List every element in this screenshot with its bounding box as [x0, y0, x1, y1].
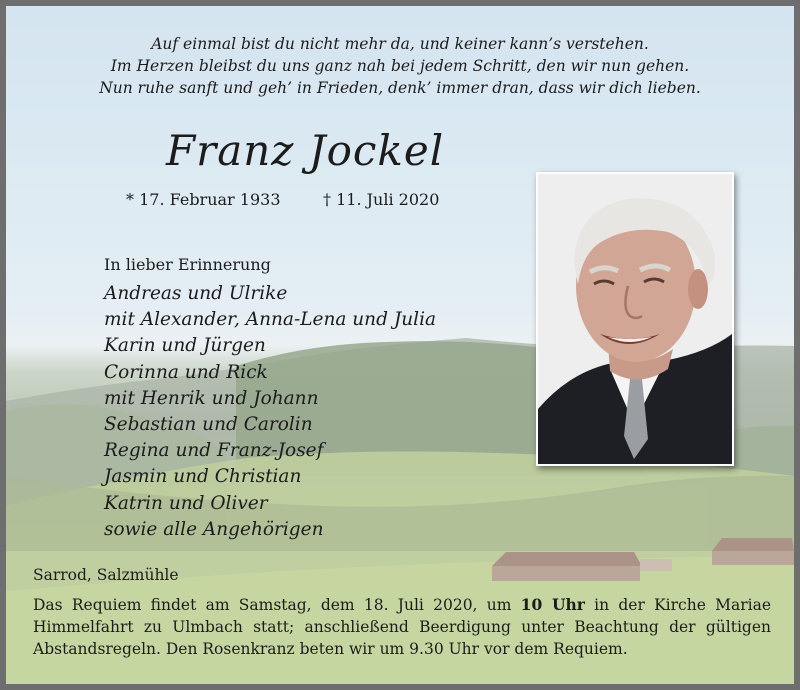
notice-text: in der Kirche Mariae	[584, 596, 772, 614]
funeral-notice	[33, 594, 771, 660]
notice-line-3: Abstandsregeln. Den Rosenkranz beten wir um 9.30 Uhr vor dem Requiem.	[33, 640, 628, 658]
mourners-list	[104, 281, 436, 543]
death-date: † 11. Juli 2020	[323, 190, 440, 209]
poem-line: Nun ruhe sanft und geh’ in Frieden, denk’ immer dran, dass wir dich lieben.	[99, 79, 701, 97]
obituary-card	[6, 6, 794, 684]
mourner-line: mit Alexander, Anna-Lena und Julia	[104, 309, 437, 331]
notice-line-1	[33, 594, 771, 616]
portrait-photo	[536, 172, 734, 466]
deceased-name: Franz Jockel	[166, 126, 445, 175]
mourner-line: Jasmin und Christian	[104, 466, 302, 488]
place-name: Sarrod, Salzmühle	[33, 566, 179, 584]
poem-line: Auf einmal bist du nicht mehr da, und keiner kann’s verstehen.	[151, 35, 649, 53]
ear	[688, 269, 708, 309]
mourner-line: sowie alle Angehörigen	[104, 518, 324, 540]
remembrance-intro: In lieber Erinnerung	[104, 255, 271, 274]
mourner-line: Regina und Franz-Josef	[104, 440, 324, 462]
mourner-line: Katrin und Oliver	[104, 492, 268, 514]
service-time: 10 Uhr	[520, 595, 585, 614]
birth-date: * 17. Februar 1933	[126, 190, 281, 209]
poem-line: Im Herzen bleibst du uns ganz nah bei jedem Schritt, den wir nun gehen.	[110, 57, 690, 75]
mourner-line: Corinna und Rick	[104, 361, 268, 383]
mourner-line: mit Henrik und Johann	[104, 387, 319, 409]
mourner-line: Karin und Jürgen	[104, 335, 266, 357]
mourner-line: Sebastian und Carolin	[104, 414, 313, 436]
portrait-illustration	[538, 174, 732, 464]
notice-text: Das Requiem findet am Samstag, dem 18. Juli 2020, um	[33, 596, 521, 614]
memorial-poem	[6, 33, 794, 99]
notice-line-2: Himmelfahrt zu Ulmbach statt; anschließend Beerdigung unter Beachtung der gültigen	[33, 618, 771, 636]
mourner-line: Andreas und Ulrike	[104, 283, 288, 304]
